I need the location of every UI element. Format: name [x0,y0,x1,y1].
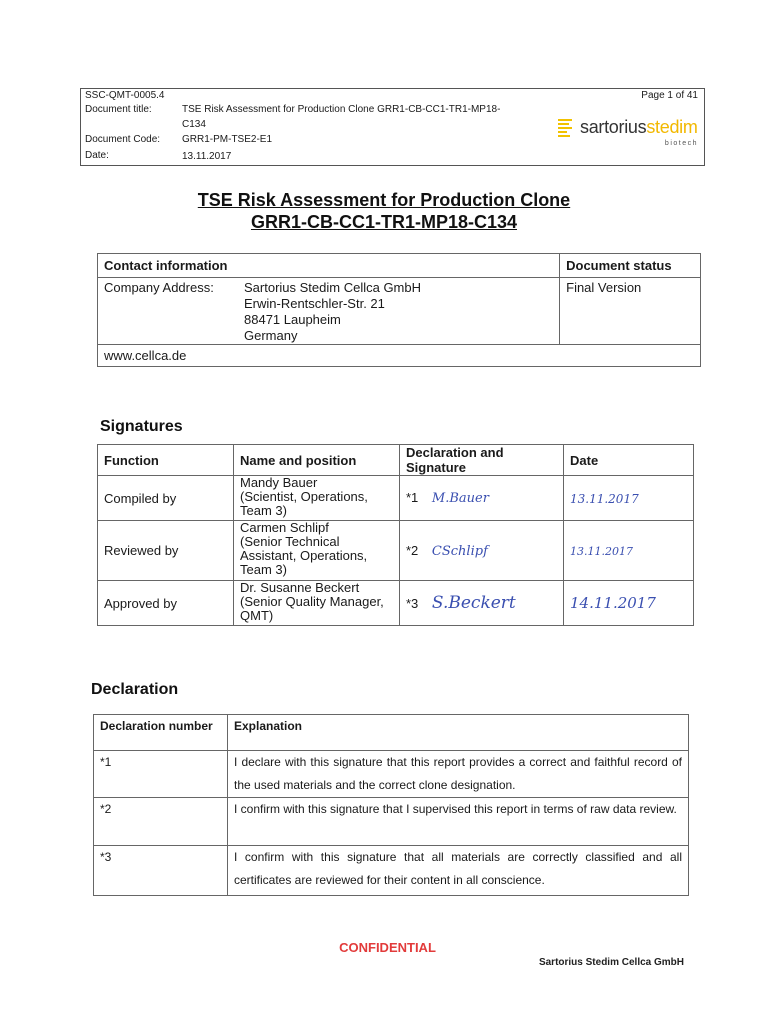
col-declaration: Declaration and Signature [400,445,564,476]
doc-ref: SSC-QMT-0005.4 [85,90,165,101]
document-title-line1: TSE Risk Assessment for Production Clone [197,190,571,210]
name-line: (Senior Quality Manager, [240,594,384,609]
declaration-text: I declare with this signature that this report provides a correct and faithful record of the used materials and the correct clone designation. [228,751,689,798]
date-value: 13.11.2017 [182,151,232,162]
address-label: Company Address: [98,278,239,345]
address-line: Erwin-Rentschler-Str. 21 [244,296,385,311]
sartorius-logo [558,117,698,151]
name-line: Team 3) [240,562,287,577]
name-line: Team 3) [240,503,287,518]
declaration-text: I confirm with this signature that I supervised this report in terms of raw data review. [228,798,689,846]
declaration-cell [400,521,564,581]
declaration-cell [400,581,564,626]
name-cell [234,521,400,581]
signature-row [98,476,694,521]
name-line: (Scientist, Operations, [240,489,368,504]
code-label: Document Code: [85,134,161,145]
date-cell [564,476,694,521]
date-label: Date: [85,150,109,161]
col-date: Date [564,445,694,476]
logo-subtitle: biotech [664,140,698,147]
status-heading: Document status [560,254,701,278]
footer-company: Sartorius Stedim Cellca GmbH [538,957,684,968]
declaration-heading: Declaration [91,681,179,698]
title-value-line1: TSE Risk Assessment for Production Clone GRR1-CB-CC1-TR1-MP18- [182,104,501,115]
signature-ink: M.Bauer [431,491,489,506]
declaration-num: *1 [94,751,228,798]
signature-row [98,581,694,626]
page-number: Page 1 of 41 [641,90,698,101]
name-cell [234,476,400,521]
logo-mark-icon [558,119,572,141]
address-block [238,278,560,345]
declaration-ref: *3 [406,596,419,611]
signatures-table [97,444,694,626]
date-cell [564,521,694,581]
address-line: Germany [244,328,298,343]
declaration-ref: *1 [406,490,419,505]
declaration-row [94,846,689,896]
handwritten-date: 13.11.2017 [570,491,639,506]
contact-heading: Contact information [98,254,560,278]
signature-row [98,521,694,581]
date-cell [564,581,694,626]
signatures-heading: Signatures [100,418,183,435]
address-line: 88471 Laupheim [244,312,341,327]
name-line: (Senior Technical [240,534,340,549]
signature-ink: S.Beckert [431,593,516,613]
function-cell: Compiled by [98,476,234,521]
declaration-num: *2 [94,798,228,846]
declaration-row [94,751,689,798]
declaration-cell [400,476,564,521]
handwritten-date: 14.11.2017 [570,594,656,612]
code-value: GRR1-PM-TSE2-E1 [182,134,273,145]
declaration-row [94,798,689,846]
name-line: QMT) [240,608,274,623]
confidential-label: CONFIDENTIAL [339,940,436,955]
col-name: Name and position [234,445,400,476]
declaration-ref: *2 [406,542,419,558]
col-explanation: Explanation [228,715,689,751]
name-cell [234,581,400,626]
declaration-num: *3 [94,846,228,896]
name-line: Mandy Bauer [240,475,318,490]
status-value: Final Version [560,278,701,345]
name-line: Assistant, Operations, [240,548,368,563]
document-header [80,88,705,166]
declaration-text: I confirm with this signature that all materials are correctly classified and all certificates are reviewed for their content in all conscience. [228,846,689,896]
title-label: Document title: [85,104,152,115]
handwritten-date: 13.11.2017 [570,545,633,558]
function-cell: Reviewed by [98,521,234,581]
address-line: Sartorius Stedim Cellca GmbH [244,280,421,295]
title-value-line2: C134 [182,119,206,130]
declaration-table [93,714,689,896]
document-title-line2: GRR1-CB-CC1-TR1-MP18-C134 [250,212,518,232]
function-cell: Approved by [98,581,234,626]
col-declaration-number: Declaration number [94,715,228,751]
website-link[interactable]: www.cellca.de [98,345,701,367]
name-line: Dr. Susanne Beckert [240,580,360,595]
signature-ink: CSchlipf [431,543,488,559]
col-function: Function [98,445,234,476]
contact-table [97,253,701,367]
logo-wordmark: sartoriusstedim [580,117,698,137]
name-line: Carmen Schlipf [240,520,329,535]
